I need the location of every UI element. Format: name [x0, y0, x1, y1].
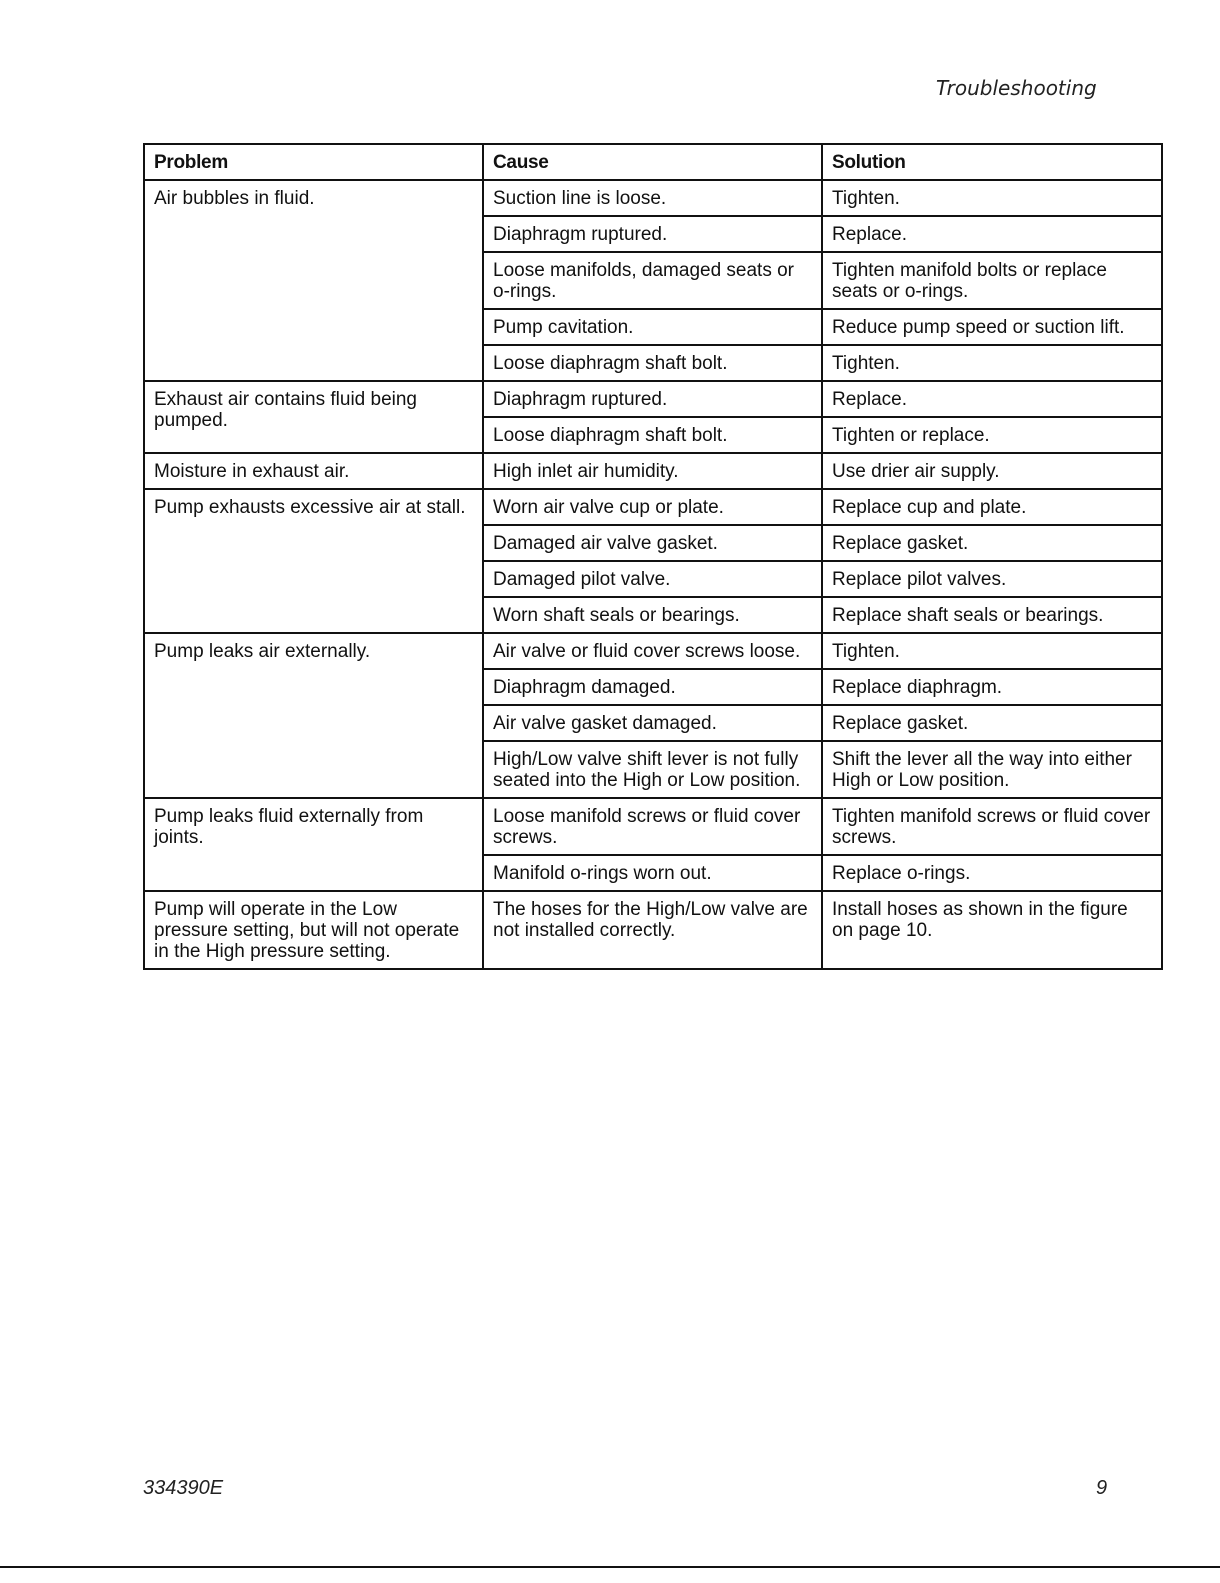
problem-cell: Pump leaks air externally.	[144, 633, 483, 798]
troubleshooting-table	[143, 143, 1163, 970]
solution-cell: Replace cup and plate.	[822, 489, 1162, 525]
solution-cell: Replace.	[822, 216, 1162, 252]
solution-cell: Replace diaphragm.	[822, 669, 1162, 705]
table-row	[144, 633, 1162, 669]
problem-cell: Exhaust air contains fluid being pumped.	[144, 381, 483, 453]
table-row	[144, 489, 1162, 525]
document-number: 334390E	[143, 1477, 224, 1499]
solution-cell: Replace gasket.	[822, 525, 1162, 561]
solution-cell: Tighten manifold bolts or replace seats or o-rings.	[822, 252, 1162, 309]
problem-cell: Pump exhausts excessive air at stall.	[144, 489, 483, 633]
cause-cell: Diaphragm ruptured.	[483, 216, 822, 252]
cause-cell: Worn air valve cup or plate.	[483, 489, 822, 525]
solution-cell: Install hoses as shown in the figure on page 10.	[822, 891, 1162, 969]
solution-cell: Replace pilot valves.	[822, 561, 1162, 597]
solution-cell: Tighten or replace.	[822, 417, 1162, 453]
cause-cell: Air valve gasket damaged.	[483, 705, 822, 741]
cause-cell: Damaged air valve gasket.	[483, 525, 822, 561]
solution-cell: Use drier air supply.	[822, 453, 1162, 489]
problem-cell: Pump leaks fluid externally from joints.	[144, 798, 483, 891]
problem-cell: Moisture in exhaust air.	[144, 453, 483, 489]
cause-cell: Loose diaphragm shaft bolt.	[483, 417, 822, 453]
cause-cell: The hoses for the High/Low valve are not installed correctly.	[483, 891, 822, 969]
cause-cell: High inlet air humidity.	[483, 453, 822, 489]
solution-cell: Tighten manifold screws or fluid cover screws.	[822, 798, 1162, 855]
problem-cell: Pump will operate in the Low pressure setting, but will not operate in the High pressure setting.	[144, 891, 483, 969]
cause-cell: Pump cavitation.	[483, 309, 822, 345]
cause-cell: Worn shaft seals or bearings.	[483, 597, 822, 633]
table-row	[144, 381, 1162, 417]
header-cause: Cause	[483, 144, 822, 180]
solution-cell: Tighten.	[822, 345, 1162, 381]
header-solution: Solution	[822, 144, 1162, 180]
bottom-rule	[0, 1566, 1220, 1568]
solution-cell: Tighten.	[822, 180, 1162, 216]
solution-cell: Reduce pump speed or suction lift.	[822, 309, 1162, 345]
solution-cell: Replace o-rings.	[822, 855, 1162, 891]
solution-cell: Replace shaft seals or bearings.	[822, 597, 1162, 633]
solution-cell: Tighten.	[822, 633, 1162, 669]
table-row	[144, 180, 1162, 216]
cause-cell: Damaged pilot valve.	[483, 561, 822, 597]
cause-cell: Manifold o-rings worn out.	[483, 855, 822, 891]
cause-cell: Diaphragm ruptured.	[483, 381, 822, 417]
solution-cell: Replace gasket.	[822, 705, 1162, 741]
problem-cell: Air bubbles in fluid.	[144, 180, 483, 381]
cause-cell: Diaphragm damaged.	[483, 669, 822, 705]
table-row	[144, 453, 1162, 489]
solution-cell: Shift the lever all the way into either High or Low position.	[822, 741, 1162, 798]
cause-cell: Air valve or fluid cover screws loose.	[483, 633, 822, 669]
table-row	[144, 798, 1162, 855]
solution-cell: Replace.	[822, 381, 1162, 417]
section-title: Troubleshooting	[936, 76, 1097, 100]
cause-cell: High/Low valve shift lever is not fully seated into the High or Low position.	[483, 741, 822, 798]
cause-cell: Loose manifold screws or fluid cover screws.	[483, 798, 822, 855]
cause-cell: Suction line is loose.	[483, 180, 822, 216]
table-header-row	[144, 144, 1162, 180]
table-row	[144, 891, 1162, 969]
header-problem: Problem	[144, 144, 483, 180]
page-number: 9	[1096, 1477, 1108, 1499]
cause-cell: Loose manifolds, damaged seats or o-rings.	[483, 252, 822, 309]
cause-cell: Loose diaphragm shaft bolt.	[483, 345, 822, 381]
